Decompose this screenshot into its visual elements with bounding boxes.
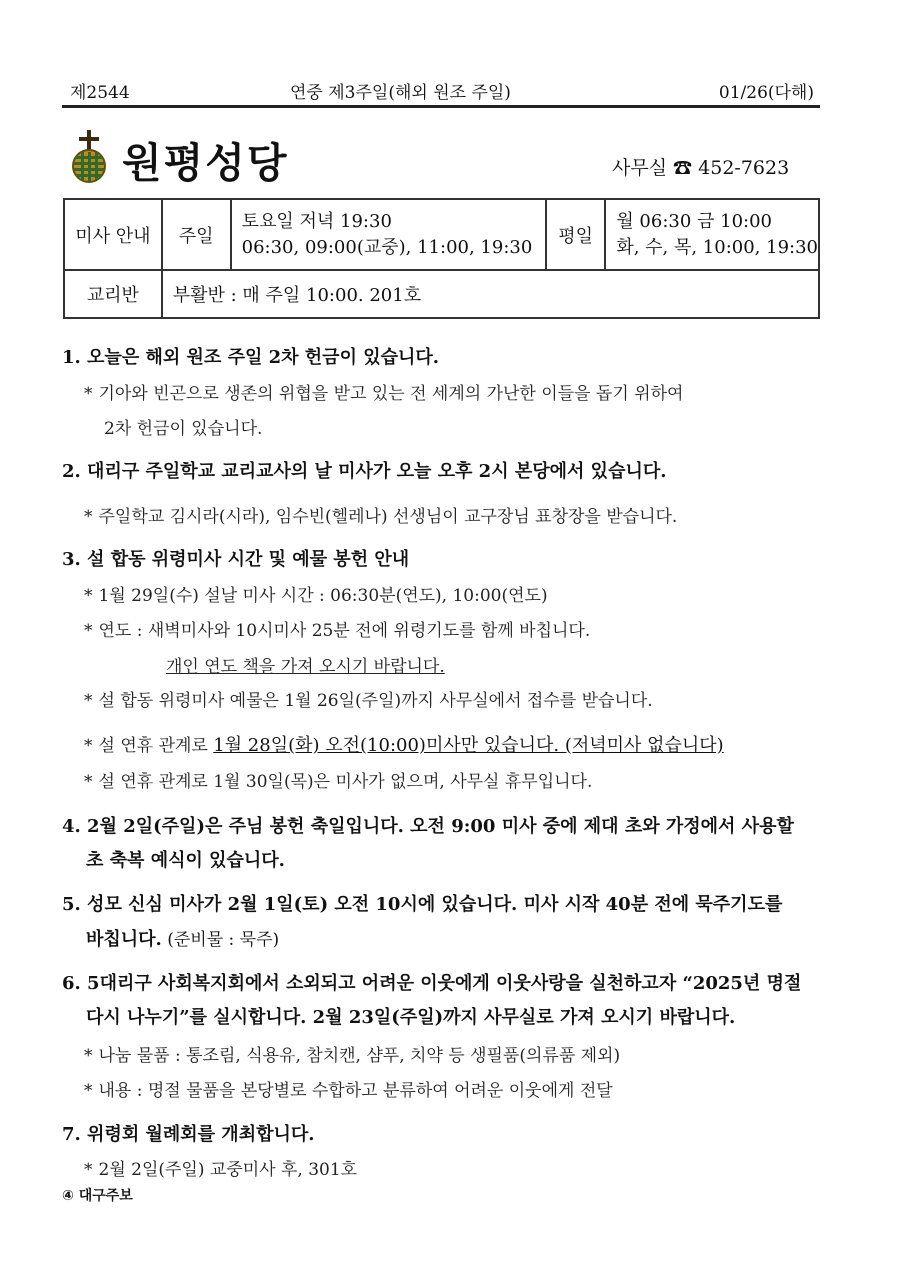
notice-text: 설 합동 위령미사 예물은 1월 26일(주일)까지 사무실에서 접수를 받습니다. (98, 691, 653, 711)
bullet-icon: * (84, 772, 93, 792)
notice-3-detail-3 (84, 686, 653, 711)
catechism-value: 부활반 : 매 주일 10:00. 201호 (162, 270, 819, 318)
parish-name: 원평성당 (122, 139, 289, 187)
sunday-times-line2: 06:30, 09:00(교중), 11:00, 19:30 (241, 236, 533, 258)
notice-3-emphasis: 1월 28일(화) 오전(10:00)미사만 있습니다. (저녁미사 없습니다) (213, 735, 724, 756)
notice-text: 설 연휴 관계로 1월 30일(목)은 미사가 없으며, 사무실 휴무입니다. (98, 772, 593, 792)
weekday-label: 평일 (546, 199, 605, 270)
notice-6-detail-2 (84, 1076, 613, 1101)
sunday-title: 연중 제3주일(해외 원조 주일) (290, 83, 511, 103)
notice-2-title: 2. 대리구 주일학교 교리교사의 날 미사가 오늘 오후 2시 본당에서 있습니다. (62, 461, 667, 482)
bullet-icon: * (84, 621, 93, 641)
notice-3-reminder: 개인 연도 책을 가져 오시기 바랍니다. (166, 657, 445, 677)
weekday-times (605, 199, 819, 270)
notice-2-detail (84, 502, 677, 527)
bulletin-header (62, 74, 820, 108)
weekday-times-line2: 화, 수, 목, 10:00, 19:30 (616, 236, 818, 258)
notice-6-detail-1 (84, 1041, 620, 1066)
notice-5-note: (준비물 : 묵주) (161, 930, 280, 950)
notice-text: 나눔 물품 : 통조림, 식용유, 참치캔, 샴푸, 치약 등 생필품(의류품 제외) (98, 1046, 621, 1066)
notice-3-detail-1 (84, 581, 548, 606)
notice-3-detail-2 (84, 616, 590, 641)
notice-5-line2 (86, 925, 279, 951)
notice-6-line1: 6. 5대리구 사회복지회에서 소외되고 어려운 이웃에게 이웃사랑을 실천하고자 “2025년 명절 (62, 973, 802, 994)
notice-3-detail-5 (84, 767, 592, 792)
notice-3-detail-4 (84, 731, 724, 757)
notice-6-line2: 다시 나누기”를 실시합니다. 2월 23일(주일)까지 사무실로 가져 오시기 바랍니다. (86, 1007, 736, 1028)
notice-text: 기아와 빈곤으로 생존의 위협을 받고 있는 전 세계의 가난한 이들을 돕기 위하여 (98, 384, 684, 404)
notice-4-line2: 초 축복 예식이 있습니다. (86, 850, 285, 871)
catechism-label: 교리반 (64, 270, 162, 318)
weekday-times-line1: 월 06:30 금 10:00 (616, 210, 772, 232)
notice-text: 내용 : 명절 물품을 본당별로 수합하고 분류하여 어려운 이웃에게 전달 (98, 1081, 613, 1101)
notice-text: 주일학교 김시라(시라), 임수빈(헬레나) 선생님이 교구장님 표창장을 받습니다. (98, 507, 678, 527)
issue-number: 제2544 (70, 83, 130, 103)
bullet-icon: * (84, 1160, 93, 1180)
bullet-icon: * (84, 384, 93, 404)
bullet-icon: * (84, 1081, 93, 1101)
sunday-label: 주일 (162, 199, 231, 270)
notice-1-detail-cont: 2차 헌금이 있습니다. (104, 419, 263, 439)
notice-text: 2월 2일(주일) 교중미사 후, 301호 (98, 1160, 358, 1180)
page-footer: ④ 대구주보 (62, 1188, 133, 1204)
notice-text: 1월 29일(수) 설날 미사 시간 : 06:30분(연도), 10:00(연도) (98, 586, 548, 606)
church-cross-icon (64, 130, 114, 184)
parish-logo (62, 130, 622, 186)
sunday-times-line1: 토요일 저녁 19:30 (241, 210, 392, 232)
notice-text: 바칩니다. (86, 929, 162, 950)
notice-7-title: 7. 위령회 월례회를 개최합니다. (62, 1124, 315, 1145)
bullet-icon: * (84, 586, 93, 606)
office-phone: 사무실 ☎ 452-7623 (612, 157, 790, 179)
notice-1-detail (84, 379, 683, 404)
notice-3-title: 3. 설 합동 위령미사 시간 및 예물 봉헌 안내 (62, 549, 410, 570)
notice-text: 설 연휴 관계로 (98, 736, 214, 756)
mass-schedule-table (63, 198, 820, 319)
mass-label: 미사 안내 (64, 199, 162, 270)
notice-5-line1: 5. 성모 신심 미사가 2월 1일(토) 오전 10시에 있습니다. 미사 시작 40분 전에 묵주기도를 (62, 894, 783, 915)
notice-7-detail (84, 1155, 357, 1180)
sunday-times (231, 199, 546, 270)
bullet-icon: * (84, 736, 93, 756)
bullet-icon: * (84, 1046, 93, 1066)
bullet-icon: * (84, 507, 93, 527)
notice-1-title: 1. 오늘은 해외 원조 주일 2차 헌금이 있습니다. (62, 347, 440, 368)
notice-text: 연도 : 새벽미사와 10시미사 25분 전에 위령기도를 함께 바칩니다. (98, 621, 591, 641)
issue-date: 01/26(다해) (718, 83, 814, 103)
notice-4-line1: 4. 2월 2일(주일)은 주님 봉헌 축일입니다. 오전 9:00 미사 중에 제대 초와 가정에서 사용할 (62, 816, 794, 837)
bullet-icon: * (84, 691, 93, 711)
